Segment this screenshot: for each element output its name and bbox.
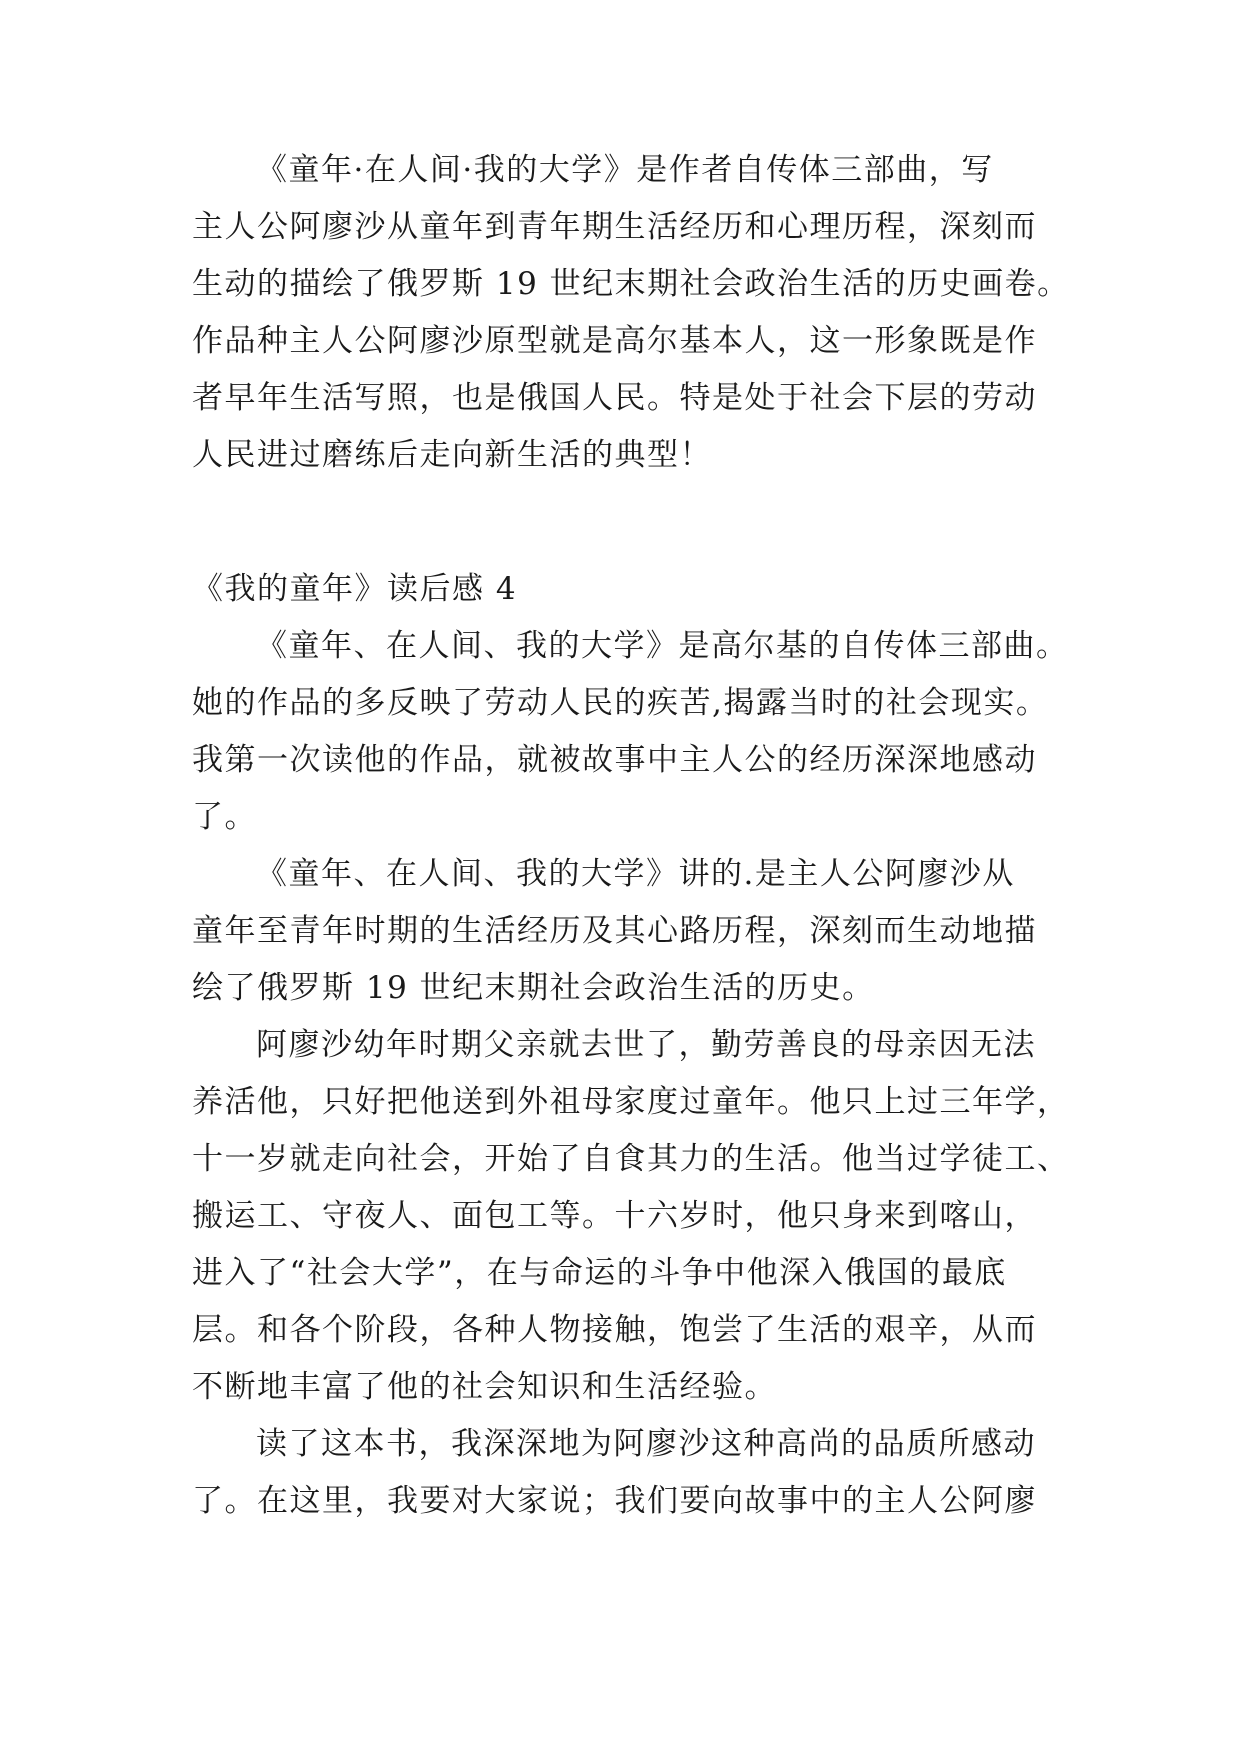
section-heading: 《我的童年》读后感 4	[192, 571, 518, 607]
paragraph-line: 读了这本书，我深深地为阿廖沙这种高尚的品质所感动	[256, 1426, 1036, 1462]
paragraph-line: 主人公阿廖沙从童年到青年期生活经历和心理历程，深刻而	[192, 209, 1037, 245]
paragraph-line: 不断地丰富了他的社会知识和生活经验。	[192, 1369, 777, 1405]
paragraph-line: 了。在这里，我要对大家说；我们要向故事中的主人公阿廖	[192, 1483, 1037, 1519]
paragraph-line: 生动的描绘了俄罗斯 19 世纪末期社会政治生活的历史画卷。	[192, 266, 1070, 302]
paragraph-line: 了。	[192, 799, 257, 835]
paragraph-line: 层。和各个阶段，各种人物接触，饱尝了生活的艰辛，从而	[192, 1312, 1037, 1348]
paragraph-line: 绘了俄罗斯 19 世纪末期社会政治生活的历史。	[192, 970, 875, 1006]
paragraph-line: 《童年、在人间、我的大学》是高尔基的自传体三部曲。	[256, 628, 1069, 664]
paragraph-line: 作品种主人公阿廖沙原型就是高尔基本人，这一形象既是作	[192, 323, 1037, 359]
paragraph-line: 人民进过磨练后走向新生活的典型！	[192, 437, 712, 473]
paragraph-line: 十一岁就走向社会，开始了自食其力的生活。他当过学徒工、	[192, 1141, 1070, 1177]
paragraph-line: 搬运工、守夜人、面包工等。十六岁时，他只身来到喀山，	[192, 1198, 1037, 1234]
paragraph-line: 《童年·在人间·我的大学》是作者自传体三部曲，写	[256, 152, 994, 188]
paragraph-line: 《童年、在人间、我的大学》讲的.是主人公阿廖沙从	[256, 856, 1015, 892]
paragraph-line: 养活他，只好把他送到外祖母家度过童年。他只上过三年学，	[192, 1084, 1070, 1120]
paragraph-line: 我第一次读他的作品，就被故事中主人公的经历深深地感动	[192, 742, 1037, 778]
paragraph-line: 童年至青年时期的生活经历及其心路历程，深刻而生动地描	[192, 913, 1037, 949]
paragraph-line: 阿廖沙幼年时期父亲就去世了，勤劳善良的母亲因无法	[256, 1027, 1036, 1063]
paragraph-line: 进入了“社会大学”，在与命运的斗争中他深入俄国的最底	[192, 1255, 1007, 1291]
paragraph-line: 者早年生活写照，也是俄国人民。特是处于社会下层的劳动	[192, 380, 1037, 416]
paragraph-line: 她的作品的多反映了劳动人民的疾苦,揭露当时的社会现实。	[192, 685, 1049, 721]
